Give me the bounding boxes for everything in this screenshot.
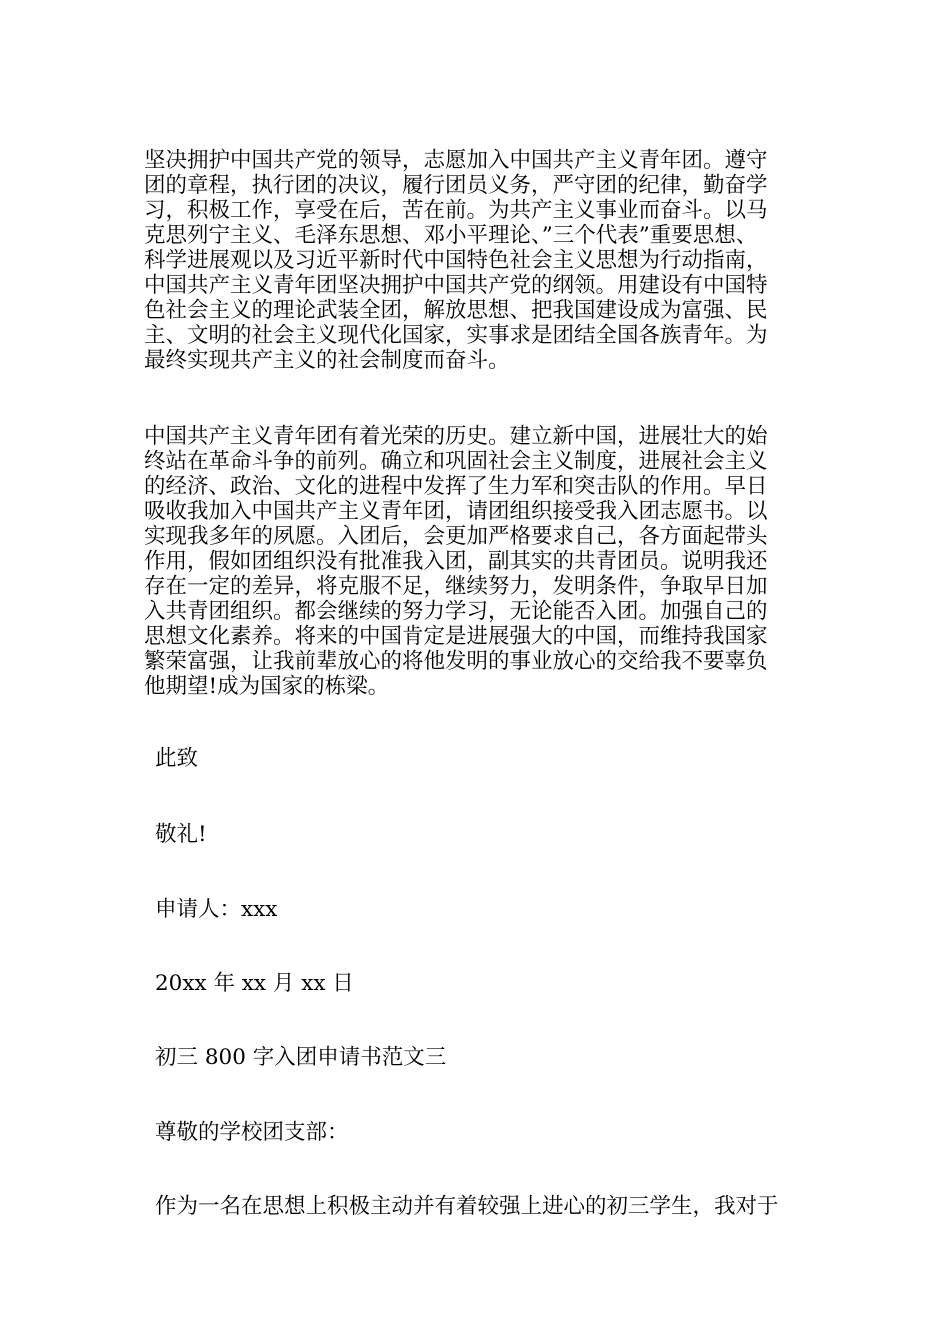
paragraph-2 bbox=[144, 424, 824, 699]
opening-line: 作为一名在思想上积极主动并有着较强上进心的初三学生，我对于 bbox=[155, 1194, 779, 1219]
closing-text: 此致 bbox=[155, 746, 199, 771]
paragraph-line: 思想文化素养。将来的中国肯定是进展强大的中国，而维持我国家 bbox=[144, 624, 768, 649]
paragraph-line: 存在一定的差异，将克服不足，继续努力，发明条件，争取早日加 bbox=[144, 574, 768, 599]
section-title: 初三 800 字入团申请书范文三 bbox=[155, 1045, 447, 1070]
paragraph-line: 中国共产主义青年团有着光荣的历史。建立新中国，进展壮大的始 bbox=[144, 424, 768, 449]
paragraph-line: 科学进展观以及习近平新时代中国特色社会主义思想为行动指南， bbox=[144, 248, 768, 273]
paragraph-line: 入共青团组织。都会继续的努力学习，无论能否入团。加强自己的 bbox=[144, 599, 768, 624]
paragraph-line: 坚决拥护中国共产党的领导，志愿加入中国共产主义青年团。遵守 bbox=[144, 148, 768, 173]
paragraph-line: 色社会主义的理论武装全团，解放思想、把我国建设成为富强、民 bbox=[144, 298, 768, 323]
paragraph-line: 团的章程，执行团的决议，履行团员义务，严守团的纪律，勤奋学 bbox=[144, 173, 768, 198]
paragraph-1 bbox=[144, 148, 824, 373]
paragraph-line: 习，积极工作，享受在后，苦在前。为共产主义事业而奋斗。以马 bbox=[144, 198, 768, 223]
paragraph-line: 中国共产主义青年团坚决拥护中国共产党的纲领。用建设有中国特 bbox=[144, 273, 768, 298]
paragraph-line: 的经济、政治、文化的进程中发挥了生力军和突击队的作用。早日 bbox=[144, 474, 768, 499]
paragraph-line: 终站在革命斗争的前列。确立和巩固社会主义制度，进展社会主义 bbox=[144, 449, 768, 474]
paragraph-line: 他期望!成为国家的栋梁。 bbox=[144, 674, 390, 699]
paragraph-line: 吸收我加入中国共产主义青年团，请团组织接受我入团志愿书。以 bbox=[144, 499, 768, 524]
salute-text: 敬礼! bbox=[155, 822, 207, 847]
paragraph-line: 克思列宁主义、毛泽东思想、邓小平理论、”三个代表”重要思想、 bbox=[144, 223, 758, 248]
greeting-line: 尊敬的学校团支部： bbox=[155, 1120, 349, 1145]
paragraph-line: 最终实现共产主义的社会制度而奋斗。 bbox=[144, 348, 510, 373]
paragraph-line: 主、文明的社会主义现代化国家，实事求是团结全国各族青年。为 bbox=[144, 323, 768, 348]
applicant-line: 申请人：xxx bbox=[155, 897, 278, 922]
date-line: 20xx 年 xx 月 xx 日 bbox=[155, 971, 354, 996]
paragraph-line: 作用，假如团组织没有批准我入团，副其实的共青团员。说明我还 bbox=[144, 549, 768, 574]
paragraph-line: 繁荣富强，让我前辈放心的将他发明的事业放心的交给我不要辜负 bbox=[144, 649, 768, 674]
paragraph-line: 实现我多年的夙愿。入团后，会更加严格要求自己，各方面起带头 bbox=[144, 524, 768, 549]
